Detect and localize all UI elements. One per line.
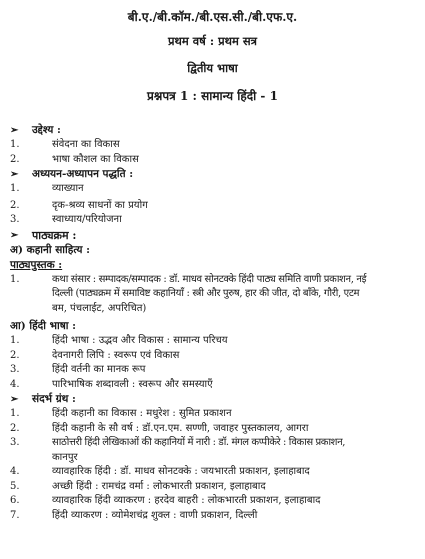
textbook-entry: 1. कथा संसार : सम्पादक/सम्पादक : डॉ. माधव सोनटक्के हिंदी पाठ्य समिति वाणी प्रकाशन, नई xyxy=(10,273,367,285)
reference-item: 3. साठोत्तरी हिंदी लेखिकाओं की कहानियों में नारी : डॉ. मंगल कप्पीकेरे : विकास प्रकाशन, xyxy=(10,437,345,448)
objectives-heading: उद्देश्य : xyxy=(32,124,61,136)
reference-item: 6. व्यावहारिक हिंदी व्याकरण : हरदेव बाहरी : लोकभारती प्रकाशन, इलाहाबाद xyxy=(10,495,321,506)
methods-heading-row xyxy=(10,167,415,182)
list-item: 4. पारिभाषिक शब्दावली : स्वरूप और समस्याएँ xyxy=(10,378,213,390)
references-heading-row xyxy=(10,392,415,407)
arrow-bullet-icon: ➢ xyxy=(10,125,19,136)
syllabus-heading-row xyxy=(10,228,415,243)
reference-item: 5. अच्छी हिंदी : रामचंद्र वर्मा : लोकभारती प्रकाशन, इलाहाबाद xyxy=(10,480,266,492)
textbook-line-2: दिल्ली (पाठ्यक्रम में समाविष्ट कहानियाँ : स्त्री और पुरुष, हार की जीत, दो बाँके, गौरी, एटम xyxy=(52,288,360,299)
textbook-line-3: बम, पंचलाईट, अपरिचित) xyxy=(52,302,147,314)
objectives-heading-row xyxy=(10,123,415,138)
list-item: 3. हिंदी वर्तनी का मानक रूप xyxy=(10,364,146,375)
list-item: 2. दृक-श्रव्य साधनों का प्रयोग xyxy=(10,199,148,211)
reference-item: 4. व्यावहारिक हिंदी : डॉ. माधव सोनटक्के : जयभारती प्रकाशन, इलाहाबाद xyxy=(10,466,310,477)
list-item: 1. हिंदी भाषा : उद्भव और विकास : सामान्य परिचय xyxy=(10,335,228,346)
list-item: 3. स्वाध्याय/परियोजना xyxy=(10,214,122,225)
list-item: 1. व्याख्यान xyxy=(10,183,84,194)
reference-item: 2. हिंदी कहानी के सौ वर्ष : डॉ.एन.एम. सण्णी, जवाहर पुस्तकालय, आगरा xyxy=(10,422,309,434)
textbook-label: पाठ्यपुस्तक : xyxy=(10,258,63,271)
list-item: 2. भाषा कौशल का विकास xyxy=(10,153,139,165)
paper-title: प्रश्नपत्र 1 : सामान्य हिंदी - 1 xyxy=(147,89,278,103)
section-b-heading: आ) हिंदी भाषा : xyxy=(10,320,77,332)
arrow-bullet-icon: ➢ xyxy=(10,394,19,405)
year-semester: प्रथम वर्ष : प्रथम सत्र xyxy=(168,34,257,48)
references-heading: संदर्भ ग्रंथ : xyxy=(32,393,76,405)
list-item: 1. संवेदना का विकास xyxy=(10,139,120,150)
reference-item: 1. हिंदी कहानी का विकास : मधुरेश : सुमित प्रकाशन xyxy=(10,408,232,419)
methods-heading: अध्ययन-अध्यापन पद्धति : xyxy=(32,168,134,180)
reference-item-continuation: कानपुर xyxy=(52,451,78,463)
section-a-heading: अ) कहानी साहित्य : xyxy=(10,243,90,256)
course-title: बी.ए./बी.कॉम./बी.एस.सी./बी.एफ.ए. xyxy=(127,10,298,24)
arrow-bullet-icon: ➢ xyxy=(10,229,19,241)
syllabus-heading: पाठ्यक्रम : xyxy=(32,228,77,242)
language-title: द्वितीय भाषा xyxy=(187,61,238,75)
arrow-bullet-icon: ➢ xyxy=(10,169,19,180)
list-item: 2. देवनागरी लिपि : स्वरूप एवं विकास xyxy=(10,349,180,361)
reference-item: 7. हिंदी व्याकरण : व्योमेशचंद्र शुक्ल : वाणी प्रकाशन, दिल्ली xyxy=(10,509,258,521)
